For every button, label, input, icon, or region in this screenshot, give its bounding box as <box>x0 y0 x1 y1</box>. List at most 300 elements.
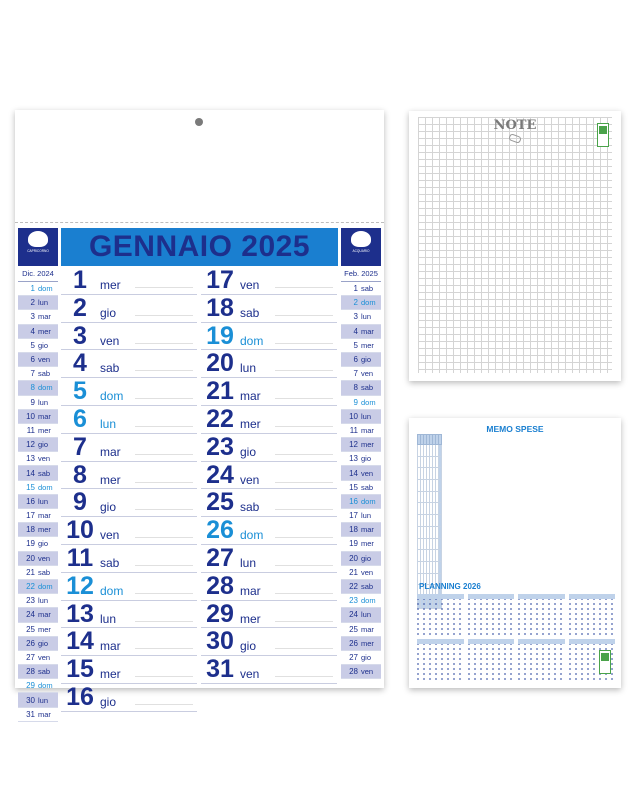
side-day-row <box>341 523 381 537</box>
day-row <box>61 323 197 351</box>
day-number: 7 <box>73 432 87 461</box>
side-day-weekday: sab <box>361 383 374 393</box>
side-day-weekday: mer <box>38 624 51 634</box>
side-day-row <box>341 608 381 622</box>
side-day-row <box>18 310 58 324</box>
side-day-number: 4 <box>353 326 358 336</box>
table-row <box>418 456 442 468</box>
side-day-row <box>341 481 381 495</box>
wall-calendar <box>15 110 384 719</box>
side-day-weekday: lun <box>38 397 49 407</box>
side-day-number: 10 <box>26 411 35 421</box>
day-weekday: mer <box>240 611 261 626</box>
side-day-number: 8 <box>30 383 35 393</box>
day-number: 26 <box>206 516 234 545</box>
side-day-number: 19 <box>26 539 35 549</box>
side-day-number: 5 <box>30 340 35 350</box>
side-day-row <box>18 708 58 722</box>
day-weekday: gio <box>240 444 257 459</box>
side-day-weekday: dom <box>38 482 53 492</box>
month-title: GENNAIO 2025 <box>61 228 338 266</box>
day-number: 9 <box>73 488 87 517</box>
mini-month <box>417 639 464 681</box>
day-row <box>61 573 197 601</box>
side-day-number: 21 <box>26 567 35 577</box>
note-title: NOTE <box>493 118 537 133</box>
side-day-row <box>18 566 58 580</box>
side-day-row <box>341 296 381 310</box>
mini-month <box>518 594 565 636</box>
eco-badge-icon <box>597 123 609 147</box>
side-day-weekday: mer <box>361 539 374 549</box>
side-day-weekday: ven <box>38 454 51 464</box>
side-day-number: 1 <box>353 284 358 294</box>
day-row <box>201 434 337 462</box>
side-day-weekday: gio <box>361 355 372 365</box>
day-weekday: mer <box>100 278 121 292</box>
day-weekday: lun <box>100 416 117 431</box>
side-day-row <box>341 537 381 551</box>
side-day-row <box>18 410 58 424</box>
side-day-number: 7 <box>353 369 358 379</box>
side-day-number: 11 <box>26 425 35 435</box>
writing-line <box>275 509 333 510</box>
writing-line <box>135 315 193 316</box>
side-day-row <box>18 438 58 452</box>
day-row <box>61 378 197 406</box>
day-weekday: gio <box>100 305 117 320</box>
day-number: 17 <box>206 266 234 294</box>
day-row <box>201 573 337 601</box>
writing-line <box>275 676 333 677</box>
day-weekday: lun <box>240 555 257 570</box>
side-day-number: 31 <box>26 709 35 719</box>
side-day-number: 26 <box>26 638 35 648</box>
side-day-row <box>18 651 58 665</box>
day-row <box>61 406 197 434</box>
day-weekday: ven <box>240 278 260 292</box>
side-day-row <box>18 594 58 608</box>
side-day-number: 19 <box>349 539 358 549</box>
side-day-number: 16 <box>26 496 35 506</box>
side-day-row <box>18 296 58 310</box>
side-day-weekday: mar <box>38 312 51 322</box>
side-day-row <box>341 424 381 438</box>
side-day-row <box>18 424 58 438</box>
day-row <box>61 267 197 295</box>
day-weekday: dom <box>240 528 264 543</box>
side-day-weekday: gio <box>38 539 49 549</box>
side-day-number: 24 <box>26 610 35 620</box>
side-day-number: 12 <box>349 440 358 450</box>
side-day-row <box>18 396 58 410</box>
day-row <box>201 406 337 434</box>
day-weekday: mer <box>100 472 121 487</box>
side-day-number: 15 <box>349 482 358 492</box>
day-number: 25 <box>206 488 234 517</box>
side-day-row <box>18 679 58 693</box>
writing-line <box>135 509 193 510</box>
writing-line <box>275 315 333 316</box>
side-day-weekday: sab <box>361 284 374 294</box>
note-sheet <box>409 111 621 381</box>
side-day-weekday: ven <box>361 468 374 478</box>
side-day-number: 24 <box>349 610 358 620</box>
side-day-row <box>341 466 381 480</box>
day-weekday: ven <box>100 333 120 348</box>
day-weekday: sab <box>100 361 120 376</box>
table-row <box>418 468 442 480</box>
side-day-row <box>18 509 58 523</box>
side-day-number: 17 <box>349 511 358 521</box>
day-weekday: sab <box>240 305 260 320</box>
day-row <box>201 462 337 490</box>
side-day-weekday: ven <box>361 667 374 677</box>
previous-month-header: Dic. 2024 <box>18 267 58 282</box>
days-column-1 <box>61 267 197 712</box>
side-day-number: 4 <box>30 326 35 336</box>
day-number: 31 <box>206 655 234 684</box>
side-day-number: 3 <box>353 312 358 322</box>
side-day-row <box>341 310 381 324</box>
side-day-row <box>18 367 58 381</box>
day-number: 15 <box>66 655 94 684</box>
capricorn-label: CAPRICORNO <box>27 249 49 253</box>
side-day-weekday: gio <box>361 454 372 464</box>
day-number: 3 <box>73 321 87 350</box>
side-day-number: 11 <box>349 425 358 435</box>
side-day-row <box>18 339 58 353</box>
side-day-weekday: mar <box>38 709 51 719</box>
side-day-number: 21 <box>349 567 358 577</box>
side-day-row <box>341 410 381 424</box>
writing-line <box>135 343 193 344</box>
table-row <box>418 526 442 538</box>
day-row <box>201 489 337 517</box>
day-row <box>201 267 337 295</box>
side-day-weekday: mer <box>38 425 51 435</box>
writing-line <box>135 621 193 622</box>
day-number: 4 <box>73 349 87 378</box>
day-number: 2 <box>73 293 87 322</box>
day-row <box>201 350 337 378</box>
day-row <box>61 489 197 517</box>
side-day-weekday: dom <box>361 596 376 606</box>
side-day-weekday: lun <box>361 610 372 620</box>
writing-line <box>135 537 193 538</box>
side-day-row <box>18 552 58 566</box>
day-weekday: lun <box>100 611 117 626</box>
side-day-number: 23 <box>26 596 35 606</box>
day-weekday: sab <box>240 500 260 515</box>
writing-line <box>135 370 193 371</box>
day-weekday: dom <box>240 333 264 348</box>
writing-line <box>275 593 333 594</box>
day-number: 19 <box>206 321 234 350</box>
side-day-weekday: gio <box>361 553 372 563</box>
side-day-weekday: lun <box>38 496 49 506</box>
side-day-number: 5 <box>353 340 358 350</box>
side-day-weekday: sab <box>38 567 51 577</box>
side-day-weekday: lun <box>38 695 49 705</box>
day-row <box>61 684 197 712</box>
table-row <box>418 503 442 515</box>
day-number: 14 <box>66 627 94 656</box>
day-weekday: dom <box>100 583 124 598</box>
table-row <box>418 538 442 550</box>
side-day-number: 9 <box>353 397 358 407</box>
side-day-number: 20 <box>26 553 35 563</box>
side-day-row <box>18 580 58 594</box>
side-day-number: 27 <box>349 652 358 662</box>
side-day-row <box>18 466 58 480</box>
side-day-row <box>341 594 381 608</box>
side-day-number: 17 <box>26 511 35 521</box>
day-weekday: mar <box>240 389 261 404</box>
side-day-row <box>18 353 58 367</box>
day-weekday: gio <box>100 694 117 709</box>
side-day-weekday: mar <box>38 411 51 421</box>
day-row <box>201 517 337 545</box>
mini-month <box>417 594 464 636</box>
day-row <box>61 545 197 573</box>
day-weekday: gio <box>240 639 257 654</box>
side-day-weekday: gio <box>361 652 372 662</box>
table-row <box>418 515 442 527</box>
side-day-number: 14 <box>26 468 35 478</box>
writing-line <box>275 648 333 649</box>
table-row <box>418 445 442 457</box>
side-day-number: 10 <box>349 411 358 421</box>
day-weekday: lun <box>240 361 257 376</box>
table-row <box>418 561 442 573</box>
side-day-weekday: ven <box>38 553 51 563</box>
side-day-weekday: dom <box>38 284 53 294</box>
writing-line <box>275 454 333 455</box>
writing-line <box>275 482 333 483</box>
writing-line <box>135 454 193 455</box>
side-day-row <box>18 623 58 637</box>
writing-line <box>275 426 333 427</box>
side-day-row <box>341 396 381 410</box>
day-number: 22 <box>206 404 234 433</box>
table-row <box>418 491 442 503</box>
writing-line <box>135 398 193 399</box>
writing-line <box>135 676 193 677</box>
side-day-weekday: mer <box>38 326 51 336</box>
side-day-number: 18 <box>26 525 35 535</box>
day-row <box>61 656 197 684</box>
side-day-number: 2 <box>30 298 35 308</box>
side-day-number: 15 <box>26 482 35 492</box>
side-day-number: 25 <box>26 624 35 634</box>
side-day-weekday: mar <box>38 511 51 521</box>
side-day-number: 28 <box>349 667 358 677</box>
side-day-number: 14 <box>349 468 358 478</box>
previous-month-column <box>18 267 58 722</box>
side-day-row <box>341 381 381 395</box>
day-number: 27 <box>206 543 234 572</box>
side-day-weekday: gio <box>38 340 49 350</box>
side-day-weekday: ven <box>38 652 51 662</box>
day-row <box>61 601 197 629</box>
writing-line <box>275 287 333 288</box>
side-day-row <box>18 637 58 651</box>
table-row <box>418 480 442 492</box>
capricorn-icon <box>28 231 48 247</box>
side-day-number: 20 <box>349 553 358 563</box>
side-day-row <box>341 623 381 637</box>
day-weekday: ven <box>100 528 120 543</box>
day-row <box>201 295 337 323</box>
day-number: 8 <box>73 460 87 489</box>
table-row <box>418 550 442 562</box>
side-day-number: 27 <box>26 652 35 662</box>
writing-line <box>135 648 193 649</box>
side-day-row <box>341 580 381 594</box>
side-day-weekday: sab <box>361 482 374 492</box>
day-weekday: gio <box>100 500 117 515</box>
side-day-row <box>341 509 381 523</box>
side-day-weekday: mer <box>361 440 374 450</box>
side-day-number: 23 <box>349 596 358 606</box>
day-number: 30 <box>206 627 234 656</box>
side-day-weekday: mer <box>361 638 374 648</box>
side-day-weekday: ven <box>361 369 374 379</box>
day-row <box>61 462 197 490</box>
side-day-row <box>341 452 381 466</box>
side-day-weekday: sab <box>38 369 51 379</box>
day-number: 16 <box>66 682 94 711</box>
day-number: 20 <box>206 349 234 378</box>
memo-title: MEMO SPESE <box>486 424 544 434</box>
side-day-number: 3 <box>30 312 35 322</box>
eco-badge-icon <box>599 650 611 674</box>
next-month-column <box>341 267 381 679</box>
day-number: 23 <box>206 432 234 461</box>
day-weekday: mer <box>240 416 261 431</box>
side-day-number: 8 <box>353 383 358 393</box>
day-row <box>61 434 197 462</box>
writing-line <box>275 565 333 566</box>
side-day-number: 7 <box>30 369 35 379</box>
side-day-weekday: dom <box>361 496 376 506</box>
side-day-row <box>341 325 381 339</box>
side-day-weekday: sab <box>361 582 374 592</box>
day-number: 29 <box>206 599 234 628</box>
day-number: 1 <box>73 266 87 294</box>
day-number: 18 <box>206 293 234 322</box>
writing-line <box>135 287 193 288</box>
day-number: 6 <box>73 404 87 433</box>
side-day-weekday: mar <box>361 525 374 535</box>
side-day-row <box>341 637 381 651</box>
side-day-row <box>341 566 381 580</box>
writing-line <box>135 482 193 483</box>
side-day-row <box>18 481 58 495</box>
planning-months <box>417 594 615 681</box>
side-day-weekday: ven <box>38 355 51 365</box>
calendar-header <box>18 228 381 266</box>
aquarius-icon <box>351 231 371 247</box>
side-day-row <box>341 339 381 353</box>
day-row <box>61 628 197 656</box>
side-day-weekday: lun <box>361 511 372 521</box>
writing-line <box>135 426 193 427</box>
day-weekday: mar <box>100 444 121 459</box>
day-row <box>201 601 337 629</box>
writing-line <box>275 537 333 538</box>
side-day-weekday: sab <box>38 468 51 478</box>
aquarius-label: ACQUARIO <box>352 249 370 253</box>
side-day-weekday: dom <box>38 681 53 691</box>
day-row <box>201 378 337 406</box>
day-weekday: mar <box>100 639 121 654</box>
day-weekday: sab <box>100 555 120 570</box>
writing-line <box>275 398 333 399</box>
day-number: 11 <box>66 543 94 572</box>
writing-line <box>275 370 333 371</box>
side-day-number: 9 <box>30 397 35 407</box>
day-row <box>61 350 197 378</box>
mini-month <box>569 594 616 636</box>
side-day-row <box>18 282 58 296</box>
side-day-row <box>341 651 381 665</box>
side-day-row <box>341 495 381 509</box>
side-day-number: 28 <box>26 667 35 677</box>
day-row <box>201 628 337 656</box>
mini-month <box>518 639 565 681</box>
side-day-row <box>18 537 58 551</box>
day-row <box>201 545 337 573</box>
side-day-weekday: mer <box>361 340 374 350</box>
perforation-line <box>15 222 384 223</box>
side-day-row <box>18 495 58 509</box>
days-column-2 <box>201 267 337 684</box>
side-day-number: 1 <box>30 284 35 294</box>
side-day-number: 18 <box>349 525 358 535</box>
writing-line <box>135 704 193 705</box>
side-day-weekday: lun <box>38 298 49 308</box>
day-row <box>201 323 337 351</box>
side-day-row <box>18 325 58 339</box>
side-day-row <box>18 665 58 679</box>
memo-sheet <box>409 418 621 688</box>
side-day-row <box>341 552 381 566</box>
day-number: 24 <box>206 460 234 489</box>
day-row <box>201 656 337 684</box>
side-day-row <box>341 665 381 679</box>
next-month-header: Feb. 2025 <box>341 267 381 282</box>
side-day-number: 16 <box>349 496 358 506</box>
aquarius-logo <box>341 228 381 266</box>
side-day-weekday: dom <box>38 582 53 592</box>
side-day-weekday: mar <box>361 624 374 634</box>
side-day-row <box>341 282 381 296</box>
note-grid <box>418 117 612 373</box>
hanging-hole <box>195 118 203 126</box>
side-day-row <box>341 438 381 452</box>
table-header-cell <box>439 435 442 445</box>
day-row <box>61 517 197 545</box>
side-day-number: 6 <box>30 355 35 365</box>
side-day-weekday: dom <box>38 383 53 393</box>
writing-line <box>135 593 193 594</box>
side-day-weekday: lun <box>361 411 372 421</box>
side-day-number: 6 <box>353 355 358 365</box>
day-number: 12 <box>66 571 94 600</box>
side-day-weekday: mar <box>38 610 51 620</box>
